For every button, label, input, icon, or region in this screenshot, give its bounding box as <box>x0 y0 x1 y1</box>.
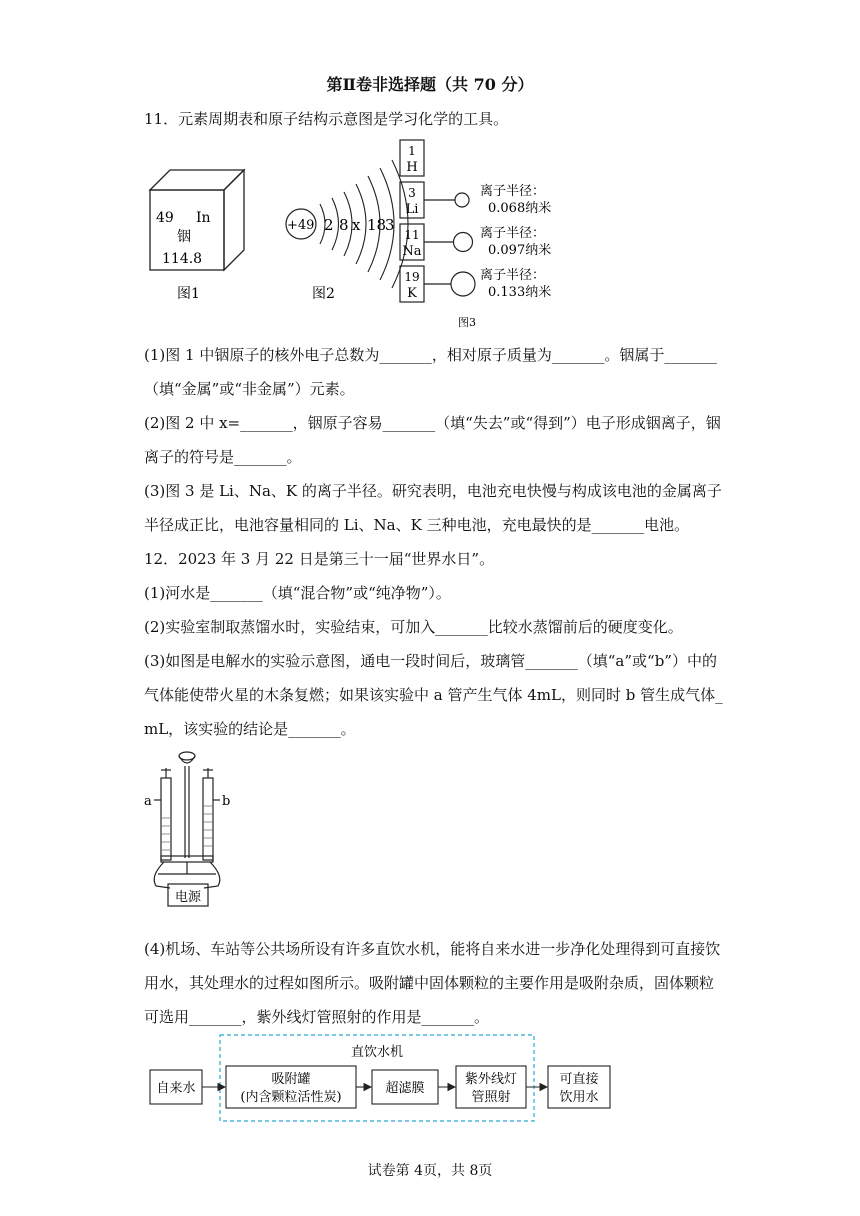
fig1-name: 铟 <box>177 229 191 245</box>
adsorption-label-1: 吸附罐 <box>271 1072 311 1087</box>
q11-part3-line1: (3)图 3 是 Li、Na、K 的离子半径。研究表明，电池充电快慢与构成该电池的金属离子 <box>144 482 722 500</box>
fig1-symbol: In <box>196 210 211 226</box>
electrolysis-apparatus <box>140 748 250 912</box>
q12-part4-line3: 可选用_______，紫外线灯管照射的作用是_______。 <box>144 1008 490 1026</box>
water-dispenser-flowchart <box>144 1032 620 1128</box>
fig2-nucleus: +49 <box>287 218 315 233</box>
q12-part3-line2: 气体能使带火星的木条复燃；如果该实验中 a 管产生气体 4mL，则同时 b 管生成气体_ <box>144 686 723 704</box>
electrolysis-label-a: a <box>144 794 152 809</box>
fig1-caption: 图1 <box>177 286 200 302</box>
fig3-na-symbol: Na <box>402 244 422 259</box>
drinking-water-label-1: 可直接 <box>559 1072 599 1087</box>
q11-part1-line2: （填“金属”或“非金属”）元素。 <box>144 380 355 398</box>
fig3-radius-label-na: 离子半径： <box>480 226 546 241</box>
fig3-k-symbol: K <box>407 286 417 301</box>
drinking-water-label-2: 饮用水 <box>559 1090 599 1105</box>
section-title: 第Ⅱ卷非选择题（共 70 分） <box>326 75 534 94</box>
fig2-caption: 图2 <box>312 286 335 302</box>
ultrafiltration-label: 超滤膜 <box>385 1081 425 1096</box>
q12-part4-line2: 用水，其处理水的过程如图所示。吸附罐中固体颗粒的主要作用是吸附杂质，固体颗粒 <box>144 974 715 992</box>
page-footer: 试卷第 4页，共 8页 <box>367 1163 493 1179</box>
fig2-shell-1: 2 <box>324 216 334 234</box>
fig3-h-number: 1 <box>408 144 416 158</box>
q12-part1: (1)河水是_______（填“混合物”或“纯净物”）。 <box>144 584 451 602</box>
fig3-li-number: 3 <box>408 186 416 200</box>
q12-part2: (2)实验室制取蒸馏水时，实验结束，可加入_______比较水蒸馏前后的硬度变化。 <box>144 618 683 636</box>
q11-part1-line1: (1)图 1 中铟原子的核外电子总数为_______，相对原子质量为_______。铟属于_______ <box>144 346 717 364</box>
fig3-radius-label-li: 离子半径： <box>480 184 546 199</box>
fig3-h-symbol: H <box>406 160 418 175</box>
fig3-radius-k: 0.133纳米 <box>488 285 552 300</box>
fig3-radius-na: 0.097纳米 <box>488 243 552 258</box>
q12-part3-line3: mL，该实验的结论是_______。 <box>144 720 356 738</box>
fig3-li-symbol: Li <box>405 202 419 217</box>
uv-lamp-label-2: 管照射 <box>471 1090 511 1105</box>
q12-part3-line1: (3)如图是电解水的实验示意图，通电一段时间后，玻璃管_______（填“a”或“b”）中的 <box>144 652 717 670</box>
q11-part2-line1: (2)图 2 中 x=_______，铟原子容易_______（填“失去”或“得到”）电子形成铟离子，铟 <box>144 414 721 432</box>
fig3-caption: 图3 <box>458 316 476 329</box>
electrolysis-label-b: b <box>222 794 231 809</box>
fig3-k-number: 19 <box>404 270 420 284</box>
q11-part2-line2: 离子的符号是_______。 <box>144 448 302 466</box>
q12-part4-line1: (4)机场、车站等公共场所设有许多直饮水机，能将自来水进一步净化处理得到可直接饮 <box>144 940 721 958</box>
fig2-shell-5: 3 <box>385 216 395 234</box>
adsorption-label-2: (内含颗粒活性炭) <box>240 1090 342 1105</box>
fig2-shell-4: 18 <box>367 216 387 234</box>
fig2-shell-x: x <box>352 216 361 234</box>
electrolysis-power: 电源 <box>174 890 202 905</box>
q12-stem: 12．2023 年 3 月 22 日是第三十一届“世界水日”。 <box>144 550 495 568</box>
tap-water-label: 自来水 <box>156 1081 196 1096</box>
fig3-radius-label-k: 离子半径： <box>480 268 546 283</box>
uv-lamp-label-1: 紫外线灯 <box>464 1072 518 1087</box>
fig1-mass: 114.8 <box>162 251 203 267</box>
fig3-ion-radius-circles <box>424 193 475 296</box>
fig3-na-number: 11 <box>404 228 420 242</box>
q11-figures <box>140 136 570 332</box>
fig1-number: 49 <box>156 210 174 226</box>
machine-label: 直饮水机 <box>350 1045 404 1060</box>
q11-stem: 11．元素周期表和原子结构示意图是学习化学的工具。 <box>144 110 509 128</box>
fig3-radius-li: 0.068纳米 <box>488 201 552 216</box>
q11-part3-line2: 半径成正比，电池容量相同的 Li、Na、K 三种电池，充电最快的是_______电池。 <box>144 516 690 534</box>
fig2-shell-2: 8 <box>339 216 349 234</box>
